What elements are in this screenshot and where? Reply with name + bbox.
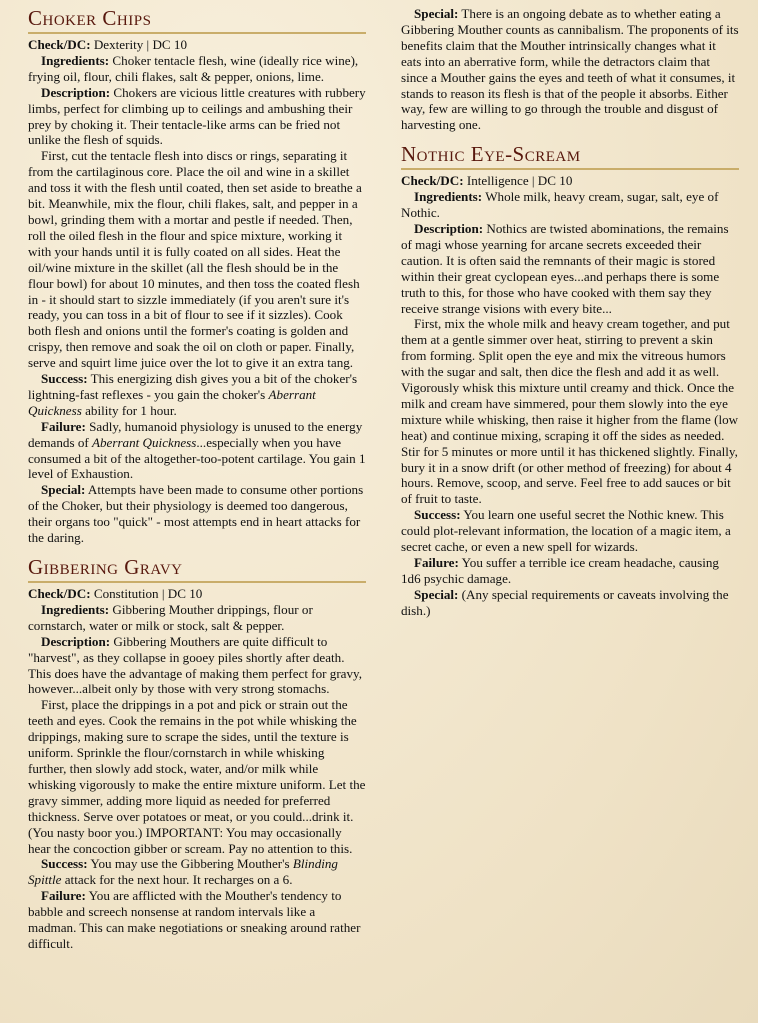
ingredients-line: Ingredients: Whole milk, heavy cream, sugar, salt, eye of Nothic. <box>401 189 719 221</box>
method-paragraph: First, place the drippings in a pot and pick or strain out the teeth and eyes. Cook the remains in the pot while whisking the drippings, making sure to scrape the sides, until the texture is uniform. Sprinkle the flour/cornstarch in while whisking further, then slowly add stock, water, and/or milk while whisking vigorously to make the entire mixture uniform. Let the gravy simmer, adding more liquid as needed for preferred thickness. Serve over potatoes or meat, or you could...drink it. (You nasty boor you.) IMPORTANT: You may occasionally hear the concoction gibber or scream. Pay no attention to this. <box>28 697 366 856</box>
description-line: Description: Nothics are twisted abominations, the remains of magi whose yearning for arcane secrets exceeded their caution. It is often said the remnants of their magic is stored within their great cyclopean eyes...and perhaps there is some truth to this, for those who have cooked with them say they receive strange visions with every bite... <box>401 220 729 316</box>
description-line: Description: Chokers are vicious little creatures with rubbery limbs, perfect for climbing up to ceilings and ambushing their prey by choking it. Their tentacle-like arms can be fried not unlike the flesh of squids. <box>28 84 366 148</box>
section-title: Gibbering Gravy <box>28 555 366 583</box>
ingredients-line: Ingredients: Choker tentacle flesh, wine (ideally rice wine), frying oil, flour, chili flakes, salt & pepper, onions, lime. <box>28 52 359 84</box>
recipe-gibbering-gravy-continued <box>401 6 739 133</box>
check-dc-line: Check/DC: Intelligence | DC 10 <box>401 173 573 189</box>
right-column <box>401 6 739 628</box>
section-title: Choker Chips <box>28 6 366 34</box>
failure-line: Failure: Sadly, humanoid physiology is unused to the energy demands of Aberrant Quickness...especially when you have consumed a bit of the altogether-too-potent cartilage. You gain 1 level of Exhaustion. <box>28 418 366 482</box>
recipe-nothic-eye-scream <box>401 142 739 618</box>
description-line: Description: Gibbering Mouthers are quite difficult to "harvest", as they collapse in gooey piles shortly after death. This does have the advantage of making them perfect for gravy, however...albeit only by those with very strong stomachs. <box>28 633 363 697</box>
success-line: Success: You learn one useful secret the Nothic knew. This could plot-relevant information, the location of a magic item, a secret cache, or even a new spell for wizards. <box>401 507 731 555</box>
method-paragraph: First, mix the whole milk and heavy cream together, and put them at a gentle simmer over heat, stirring to prevent a skin from forming. Split open the eye and mix the vitreous humors with the sugar and salt, then dice the flesh and add it as well. Vigorously whisk this mixture until creamy and thick. Once the milk and cream have simmered, pour them slowly into the eye mixture while whisking, then raise it higher from the flame (low heat) and continue mixing, scraping it off the sides as needed. Stir for 5 minutes or more until it has thickened slightly. Finally, bury it in a snow drift (or other method of freezing) for about 4 hours. Remove, scoop, and serve. Feel free to add sauces or bit of fruit to taste. <box>401 316 739 507</box>
failure-line: Failure: You suffer a terrible ice cream headache, causing 1d6 psychic damage. <box>401 555 719 586</box>
method-paragraph: First, cut the tentacle flesh into discs or rings, separating it from the cartilaginous core. Place the oil and wine in a skillet and toss it with the flesh until coated, then set aside to breathe a bit. Meanwhile, mix the flour, chili flakes, salt, and pepper in a bowl, grinding them with a mortar and pestle if needed. Then, roll the oiled flesh in the flour and spice mixture, working it with your hands until it is fully coated on all sides. Heat the oil/wine mixture in the skillet (all the flesh should be in the flour bowl) for about 10 minutes, and then toss the coated flesh in - it should start to sizzle immediately (if you aren't sure it's ready, you can toss in a bit of flour to see if it sizzles). Cook both flesh and onions until the former's coating is golden and crispy, then remove and soak the oil on cloth or paper. Finally, serve and squirt lime juice over the lot to give it an extra tang. <box>28 148 362 371</box>
check-dc-line: Check/DC: Constitution | DC 10 <box>28 586 203 601</box>
special-line: Special: Attempts have been made to consume other portions of the Choker, but their physiology is deemed too dangerous, their organs too "quick" - most attempts end in heart attacks for the daring. <box>28 482 364 546</box>
special-line: Special: (Any special requirements or caveats involving the dish.) <box>401 586 729 618</box>
special-line: Special: There is an ongoing debate as to whether eating a Gibbering Mouther counts as cannibalism. The proponents of its benefits claim that the Mouther intrinsically changes what it eats into an aberrative form, while the detractors claim that since a Mouther gains the eyes and teeth of what it consumes, it stands to reason its flesh is that of the people it absorbs. Either way, few are willing to go through the trouble and disgust of harvesting one. <box>401 6 739 133</box>
failure-line: Failure: You are afflicted with the Mouther's tendency to babble and screech nonsense at random intervals like a madman. This can make negotiations or sneaking around rather difficult. <box>28 888 361 951</box>
check-dc-line: Check/DC: Dexterity | DC 10 <box>28 37 188 52</box>
section-title: Nothic Eye-Scream <box>401 142 739 170</box>
ingredients-line: Ingredients: Gibbering Mouther drippings, flour or cornstarch, water or milk or stock, salt & pepper. <box>28 601 313 633</box>
recipe-choker-chips <box>28 6 366 546</box>
left-column <box>28 6 366 961</box>
success-line: Success: You may use the Gibbering Mouther's Blinding Spittle attack for the next hour. It recharges on a 6. <box>28 856 338 888</box>
recipe-gibbering-gravy <box>28 555 366 952</box>
success-line: Success: This energizing dish gives you a bit of the choker's lightning-fast reflexes - you gain the choker's Aberrant Quickness ability for 1 hour. <box>28 371 358 418</box>
